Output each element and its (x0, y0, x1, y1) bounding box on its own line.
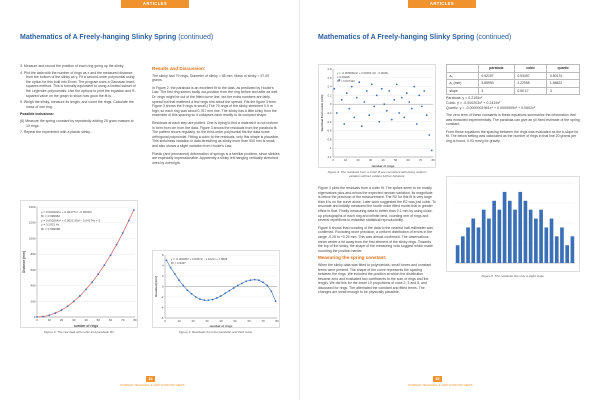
coefficients-table (446, 64, 580, 95)
table-header-row (447, 65, 580, 73)
histogram-bar (550, 219, 554, 263)
equation-quartic: Quartic: y = -0.0000001961x⁴ + 0.0000509x³ + 0.0602x² (446, 106, 536, 110)
figure-3-caption: Figure 3. Residuals from the parabolic and third cubic. (178, 330, 254, 334)
fit-equation: R² = 0.999962 (41, 214, 61, 219)
section-tab: ARTICLES (408, 0, 476, 8)
y-tick-label: 0.2 (327, 93, 332, 98)
data-point (220, 295, 222, 297)
data-point (356, 97, 358, 99)
table-header-cell: cubic (514, 65, 547, 73)
data-point (421, 106, 423, 108)
step-7: 7. Repeat the experiment with a plastic slinky. (20, 130, 91, 135)
y-tick-label: -1.2 (326, 155, 332, 159)
measuring-para: When the slinky data was fitted to polynomials, small forces and constant terms were present. The shape of the curve represents the spacing between the rings. We included the position at which the distribution became zero and evaluated two coefficients to the sum of rings and the length. We did this for the lower 10 proportions of rows 2, 3 and 5, and discussed for rings. The alternated the constant and fitted terms. The changes are small enough to be physically plausible. (318, 262, 432, 295)
x-tick-label: 80 (431, 157, 435, 162)
section-tab: ARTICLES (121, 0, 189, 8)
table-header-cell (447, 65, 479, 73)
data-point (262, 281, 264, 283)
x-tick-label: 50 (393, 157, 398, 162)
fit-equation: y = 0.000264x³ + 0.0021 90x² - 0.04174x + 5 (41, 218, 101, 223)
data-point (371, 84, 373, 86)
x-tick-label: 60 (247, 318, 251, 323)
histogram-bar (456, 245, 460, 263)
y-tick-label: 1200 (28, 220, 36, 225)
y-tick-label: -0.4 (326, 119, 332, 124)
fit-equation: R² = 0.007422 (337, 79, 355, 83)
y-tick-label: 6 (161, 253, 164, 257)
table-row (447, 72, 580, 80)
data-point (174, 273, 176, 275)
y-tick-label: 0 (161, 284, 164, 289)
y-tick-label: -0.6 (326, 128, 332, 133)
data-point (254, 279, 256, 281)
figure-2-chart (20, 200, 138, 328)
page-number: 35 (433, 376, 442, 382)
figure-4-chart (318, 64, 436, 168)
results-para-4: Plastic (and permanent) deformation of springs is a familiar problem, since slinkies are especially impressionable. Apparently a slinky left hanging vertically stretched ones by overnight. (152, 151, 280, 165)
histogram-bar (508, 201, 512, 263)
y-axis-label: Residual from cubic (mm) (320, 94, 324, 132)
step-3: 3. Measure and record the position of each ring going up the slinky. (20, 64, 125, 68)
data-point (33, 315, 38, 319)
data-point (341, 99, 343, 101)
fit-equation: y = 0.2021 4x (41, 222, 60, 227)
data-point (229, 290, 231, 292)
equation-cubic: Cubic: y = -0.000203x³ + 0.2419x² (446, 101, 501, 105)
equations-para-2: From these equations the spacing between the rings was evaluated as the k-slope for fit. The below setting was calculated as the number of rings in that line 20 grams per ring is found, 0.93 mm/g for gravity. (446, 129, 579, 143)
y-tick-label: 0 (329, 102, 332, 107)
y-tick-label: -2 (161, 295, 164, 299)
x-tick-label: 0 (164, 318, 166, 323)
data-point (61, 309, 63, 311)
right-page (300, 0, 600, 400)
fit-equation: R² = 0.9467 (171, 261, 186, 265)
data-point (408, 101, 410, 103)
figure-2-svg (21, 201, 139, 329)
title-continued: (continued) (476, 34, 512, 41)
data-point (85, 288, 87, 290)
y-tick-label: -6 (161, 316, 164, 320)
x-axis-label: number of rings (371, 164, 395, 168)
table-cell: 1.56822 (547, 80, 580, 88)
title-main: Mathematics of A Freely-hanging Slinky Spring (20, 34, 177, 41)
histogram-bar (534, 219, 538, 263)
data-point (361, 125, 363, 127)
data-point (208, 299, 210, 301)
data-point (73, 301, 75, 303)
data-point (426, 114, 428, 116)
x-tick-label: 10 (343, 157, 348, 162)
table-header-cell: quartic (547, 65, 580, 73)
data-point (245, 280, 247, 282)
data-point (79, 295, 81, 297)
data-point (378, 121, 380, 123)
histogram-bar (492, 201, 496, 263)
data-point (391, 119, 393, 121)
histogram-bar (471, 219, 475, 263)
histogram-bar (461, 236, 465, 263)
step-5: 5. Weigh the slinky, measure its length, and count the rings. Calculate the mass of one ring. (20, 100, 134, 109)
x-tick-label: 40 (84, 318, 88, 322)
page-number: 34 (146, 376, 155, 382)
table-cell: 0.02197 (478, 72, 514, 80)
data-point (212, 299, 214, 301)
histogram-bar (503, 192, 507, 263)
x-tick-label: 30 (205, 318, 209, 323)
data-point (216, 297, 218, 299)
y-tick-label: 0.8 (327, 67, 332, 71)
table-row (447, 87, 580, 95)
footer-text: SCIENCE TEACHING & APPLICATIONS NEWS (408, 383, 473, 387)
y-tick-label: 600 (30, 267, 36, 272)
data-point (398, 112, 400, 114)
data-point (187, 289, 189, 291)
table-cell: a₁ (mm) (447, 80, 479, 88)
footer-text: SCIENCE TEACHING & APPLICATIONS NEWS (120, 383, 185, 387)
data-point (401, 97, 403, 99)
data-point (110, 254, 112, 256)
histogram-bar (498, 210, 502, 263)
y-tick-label: 0.4 (327, 84, 332, 89)
data-point (393, 99, 395, 101)
title-continued: (continued) (178, 34, 214, 41)
data-point (351, 86, 353, 88)
y-axis-label: Residual [mm] (154, 276, 158, 297)
x-tick-label: 10 (47, 318, 51, 322)
table-cell: 0.50174 (547, 72, 580, 80)
data-point (353, 117, 355, 119)
body-column (318, 186, 436, 298)
data-point (388, 90, 390, 92)
x-tick-label: 10 (177, 318, 181, 323)
x-tick-label: 30 (72, 318, 76, 322)
fit-equation: R² = 0.999998 (41, 226, 61, 231)
histogram-bar (524, 201, 528, 263)
data-point (250, 279, 252, 281)
data-point (383, 103, 385, 105)
x-tick-label: 70 (261, 318, 265, 323)
data-point (381, 88, 383, 90)
table-cell: 0.93457 (514, 72, 547, 80)
histogram-bar (539, 210, 543, 263)
data-point (416, 123, 418, 125)
y-tick-label: 2 (161, 274, 164, 278)
data-point (67, 305, 69, 307)
histogram-bar (544, 227, 548, 263)
histogram-bar (482, 210, 486, 263)
x-tick-label: 50 (96, 318, 100, 322)
possible-inclusions-heading: Possible inclusions: (20, 112, 54, 117)
fit-equation: y = -0.00028x³ + 0.0357x² - 1.1021x + 7.8828 (171, 257, 228, 261)
page-title (318, 34, 511, 41)
histogram-bar (565, 245, 569, 263)
fit-equation: y = 0.000402x³ + 0.0247?x² - 0.0000x² (41, 210, 93, 214)
fit-equation: y = -0.0000002x³ + 0.00000 4x² - 0.0039x (337, 71, 389, 75)
data-point (396, 84, 398, 86)
data-point (182, 285, 184, 287)
x-tick-label: 70 (418, 157, 423, 162)
data-point (333, 88, 335, 90)
figure-5-caption: Figure 5. The residuals like only a slight skew. (481, 274, 545, 278)
data-point (178, 279, 180, 281)
data-point (195, 296, 197, 298)
data-point (191, 293, 193, 295)
x-tick-label: 60 (108, 318, 113, 322)
results-para-2: In Figure 2, the parabola is an excellent fit to the data, as predicted by Hooke's Law. The first ring seems badly out-position from the ring before and after as well. Dr. rings might be out of the fitted curve line, but the extra numbers are fairly spread but that mattered a few rings hint about the spread. Fits the figure 3 from Figure 3 shows the 5 rings is small.) The 79 rings of the slinky stretched 0.9 m high, so each ring was about 0.767 mm rise. The slinky has a little kinky from the ensemble of this spacing so it collapses back readily to its compact shape. (152, 85, 279, 118)
x-tick-label: 20 (191, 318, 195, 323)
data-point (423, 90, 425, 92)
y-tick-label: 1400 (28, 205, 36, 209)
figure-5-svg (447, 177, 581, 273)
data-point (133, 209, 135, 211)
data-point (48, 314, 50, 316)
results-column (152, 64, 280, 168)
data-point (406, 92, 408, 94)
data-point (413, 86, 415, 88)
x-tick-label: 80 (275, 318, 279, 323)
data-point (116, 244, 118, 246)
data-point (376, 95, 378, 97)
x-tick-label: 80 (133, 318, 137, 322)
title-main: Mathematics of A Freely-hanging Slinky Spring (318, 34, 475, 41)
y-axis-label: Distance [mm] (22, 251, 26, 273)
figure-3-svg (153, 251, 281, 329)
data-point (199, 298, 201, 300)
histogram-bar (487, 219, 491, 263)
data-point (363, 101, 365, 103)
y-tick-label: 400 (30, 283, 36, 288)
measuring-heading: Measuring the spring constant: (318, 255, 387, 261)
figure-4-caption: Figure 4. The residuals from a cubic fit are consistent with being random variation without evident further behavior. (327, 170, 427, 178)
histogram-bar (529, 210, 533, 263)
data-point (166, 259, 168, 261)
table-cell: 3 (547, 87, 580, 95)
results-para-3: Residuals at each step are plotted. One is trying to find a material it is not uniform in form from cm from the data. Figure 3 shows the residuals from the parabola fit. The pattern recurs regularly, so the third-order polynomial fits the data some orthogonal polynomial. Fitting a cubic to the residuals, only this shape is plausible. This sinfulness variation in data stretching as slinky more than 900 mm is small, and also shows a slight variation from Hooke's Law. (152, 120, 280, 148)
data-point (103, 264, 105, 266)
data-point (348, 108, 350, 110)
fit-equation: + 0.03345 (337, 75, 350, 79)
data-point (346, 92, 348, 94)
histogram-bar (513, 210, 517, 263)
data-point (336, 112, 338, 114)
figure-2-caption: Figure 2. The raw data with cubic and parabolic fits (44, 330, 114, 334)
data-point (258, 279, 260, 281)
data-point (128, 220, 130, 222)
x-tick-label: 30 (368, 157, 373, 162)
data-point (366, 90, 368, 92)
x-tick-label: 20 (59, 318, 64, 322)
body-para-2: Figure 5 shows that rounding of the data to the nearest half-millimeter was confirmed. Rounding more precision, a uniform distribution of errors in the range -0.25 to +0.25 mm. This was almost confirmed. The observations mean center a bit away from the first element of the slinky rings. Towards the top of the slinky, the shape of the measuring rods suggest which made rounding the position harder. (318, 225, 433, 253)
y-tick-label: -4 (161, 305, 164, 310)
data-point (358, 81, 360, 83)
equations-column (446, 96, 580, 147)
table-cell: slope (447, 87, 479, 95)
table-cell: 3 (478, 87, 514, 95)
figure-5-chart (446, 176, 580, 272)
data-point (266, 285, 268, 287)
data-point (386, 110, 388, 112)
data-point (122, 232, 124, 234)
data-point (368, 114, 370, 116)
data-point (42, 316, 44, 318)
data-point (373, 106, 375, 108)
data-point (54, 312, 56, 314)
data-point (237, 285, 239, 287)
x-tick-label: 70 (121, 318, 125, 322)
histogram-bar (518, 192, 522, 263)
table-header-cell: parabola (478, 65, 514, 73)
table-row (447, 80, 580, 88)
x-axis-label: number of rings (73, 324, 99, 328)
data-point (275, 300, 277, 302)
y-tick-label: 200 (30, 299, 36, 304)
figure-4-svg (319, 65, 437, 169)
x-tick-label: 20 (356, 157, 360, 162)
data-point (91, 281, 93, 283)
results-heading: Results and Discussion: (152, 66, 206, 71)
body-para-1: Figure 4 plots the residuals from a cubic fit. The spikes seem to be mostly eigenvalues plus-and-minus the expected random variation. Its magnitude is below the precision of the measurement. The R2 for this fit is very large than it is on the curve alone. Later work suggested the R2 was just cubic. To resonate and initially measured the fourth order fitted model that is greater effect in that. Finally measuring data to better than 0.1 mm by using close-up photographs of each ring and infinite best, counting mm of rings and several repetitions to establish statistical reproducibility. (318, 186, 436, 223)
data-point (418, 95, 420, 97)
data-point (428, 134, 430, 136)
figure-3-chart (152, 250, 280, 328)
x-tick-label: 0 (36, 318, 38, 322)
left-column (20, 64, 138, 137)
histogram-bar (560, 227, 564, 263)
data-point (403, 117, 405, 119)
table-cell: 2.22955 (514, 80, 547, 88)
data-point (224, 292, 226, 294)
histogram-bar (466, 227, 470, 263)
step-4: 4. Plot the data with the number of rings as x and the measured distance from the bottom of the slinky as y. Fit a second-order polynomial using the option for this built into Excel. The program uses a Gaussian least-squares method. This is formally equivalent to using a limited subset of the Legendre polynomials. Use the options to print the equation and R-squared value on the graph to show how good the fit is. (20, 70, 136, 98)
x-tick-label: 50 (233, 318, 237, 323)
page-title (20, 34, 213, 41)
equation-parabola: Parabola: y = 0.2195x² (446, 96, 483, 100)
data-point (241, 282, 243, 284)
y-tick-label: 1000 (28, 236, 36, 241)
histogram-bar (571, 236, 575, 263)
x-tick-label: 0 (332, 157, 334, 162)
histogram-bar (477, 227, 481, 263)
step-6: (6) Measure the spring constant by repeatedly adding 25 gram masses to 10 rings. (20, 118, 134, 128)
data-point (170, 267, 172, 269)
table-cell: 0.50 17 (514, 87, 547, 95)
x-axis-label: number of rings (209, 324, 233, 328)
results-para-1: The slinky had 79 rings. Diameter of slinky = 68 mm. Mass of slinky = 97.09 grams. (152, 73, 270, 83)
y-tick-label: -0.2 (326, 111, 332, 115)
data-point (203, 299, 205, 301)
data-point (343, 123, 345, 125)
data-point (431, 150, 433, 152)
y-tick-label: 800 (30, 252, 36, 257)
y-tick-label: 0.6 (327, 75, 332, 80)
y-tick-label: 4 (161, 263, 164, 268)
equations-para-1: The zero term of these constants in these equations summarize the information that was extracted experimentally. The parabola can give an y0 fixed estimate of the spring constant. (446, 113, 580, 127)
x-tick-label: 40 (381, 157, 385, 162)
table-cell: 3.85990 (478, 80, 514, 88)
data-point (233, 287, 235, 289)
data-point (411, 108, 413, 110)
table-cell: a₀ (447, 72, 479, 80)
x-tick-label: 40 (219, 318, 223, 323)
histogram-bar (555, 236, 559, 263)
x-tick-label: 60 (406, 157, 410, 162)
y-tick-label: -1 (329, 146, 332, 151)
data-point (271, 290, 273, 292)
y-tick-label: 0 (33, 315, 36, 319)
data-point (97, 273, 99, 275)
y-tick-label: -0.8 (326, 137, 332, 142)
